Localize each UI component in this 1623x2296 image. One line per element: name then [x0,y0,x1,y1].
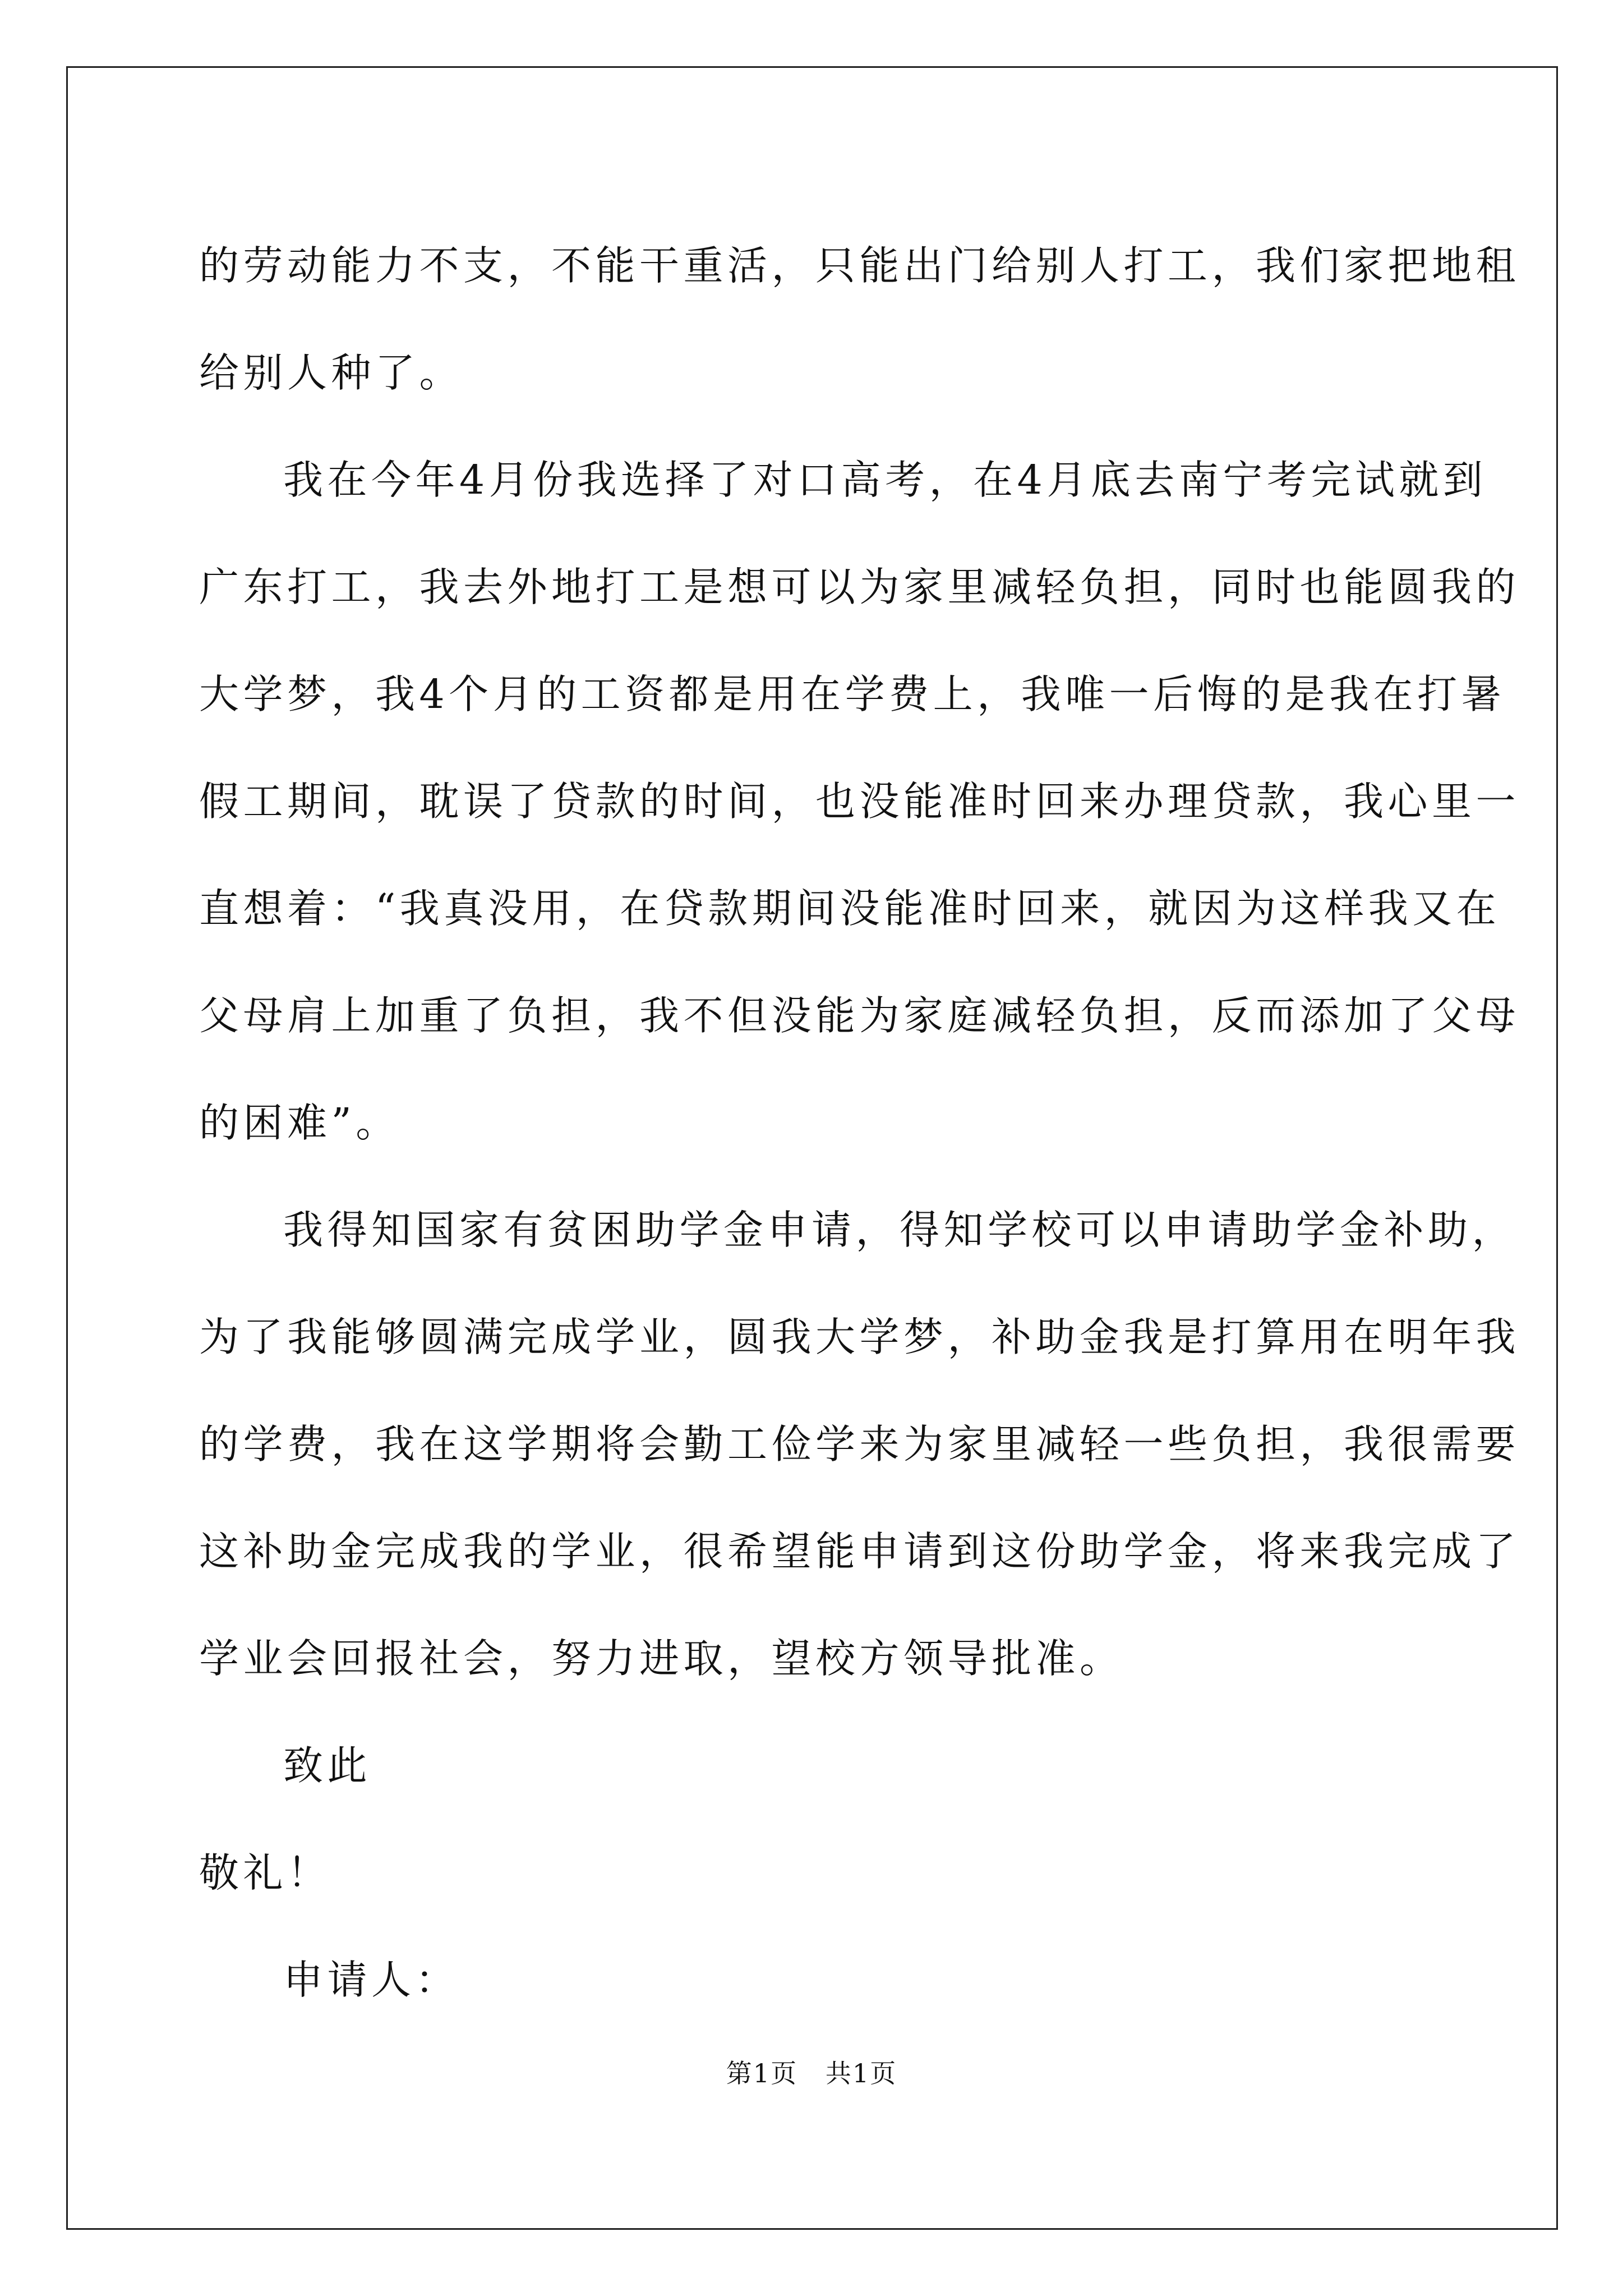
text-line: 我得知国家有贫困助学金申请，得知学校可以申请助学金补助， [283,1207,1516,1253]
text-line: 学业会回报社会，努力进取，望校方领导批准。 [199,1635,1124,1682]
text-line: 致此 [283,1742,372,1789]
text-line: 父母肩上加重了负担，我不但没能为家庭减轻负担，反而添加了父母 [199,992,1520,1039]
text-line: 假工期间，耽误了贷款的时间，也没能准时回来办理贷款，我心里一 [199,778,1520,825]
text-line: 给别人种了。 [199,349,464,396]
text-line: 的劳动能力不支，不能干重活，只能出门给别人打工，我们家把地租 [199,242,1520,289]
page-footer: 第1页 共1页 [726,2058,897,2088]
text-line: 广东打工，我去外地打工是想可以为家里减轻负担，同时也能圆我的 [199,564,1520,610]
text-line: 敬礼！ [199,1849,331,1896]
letter-body [199,212,1520,2033]
text-line: 这补助金完成我的学业，很希望能申请到这份助学金，将来我完成了 [199,1528,1520,1575]
text-line: 为了我能够圆满完成学业，圆我大学梦，补助金我是打算用在明年我 [199,1314,1520,1360]
text-line: 申请人： [283,1957,460,2003]
text-line: 的困难”。 [199,1099,400,1146]
text-line: 大学梦，我4个月的工资都是用在学费上，我唯一后悔的是我在打暑 [199,671,1506,717]
text-line: 的学费，我在这学期将会勤工俭学来为家里减轻一些负担，我很需要 [199,1421,1520,1467]
text-line: 直想着：“我真没用，在贷款期间没能准时回来，就因为这样我又在 [199,885,1501,932]
text-line: 我在今年4月份我选择了对口高考，在4月底去南宁考完试就到 [283,457,1487,503]
